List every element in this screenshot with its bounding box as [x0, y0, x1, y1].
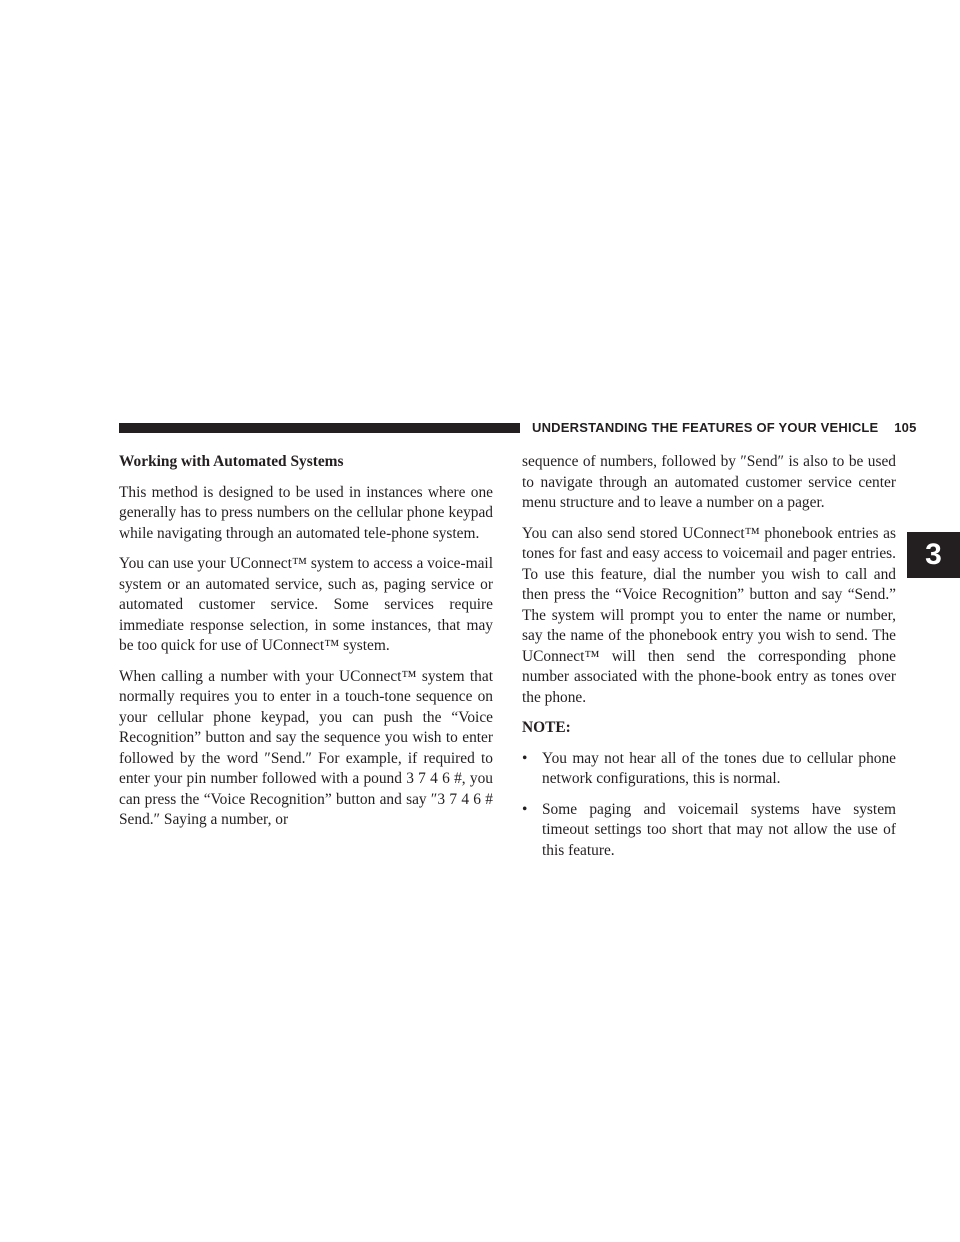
chapter-tab: 3: [907, 532, 960, 578]
right-column: [522, 452, 896, 871]
header-rule-bar: [119, 423, 520, 433]
paragraph: You can also send stored UConnect™ phonebook entries as tones for fast and easy access to voicemail and pager entries. To use this feature, dial the number you wish to call and then press the “Voice Recognition” button and say “Send.” The system will prompt you to enter the name or number, say the name of the phonebook entry you wish to send. The UConnect™ will then send the corresponding phone number associated with the phone-book entry as tones over the phone.: [522, 524, 896, 706]
list-item: [522, 800, 896, 862]
note-bullet-list: [522, 749, 896, 862]
bullet-icon: •: [522, 749, 528, 767]
left-column: [119, 452, 493, 841]
page-number: 105: [894, 420, 917, 435]
running-header-title: UNDERSTANDING THE FEATURES OF YOUR VEHICLE: [532, 420, 879, 435]
note-label: NOTE:: [522, 719, 571, 736]
list-item: [522, 749, 896, 790]
section-heading: Working with Automated Systems: [119, 453, 344, 470]
paragraph: sequence of numbers, followed by ″Send″ is also to be used to navigate through an automated customer service center menu structure and to leave a number on a pager.: [522, 453, 896, 511]
list-item-text: You may not hear all of the tones due to cellular phone network configurations, this is normal.: [542, 749, 896, 787]
paragraph: This method is designed to be used in instances where one generally has to press numbers on the cellular phone keypad while navigating through an automated tele-phone system.: [119, 483, 493, 542]
list-item-text: Some paging and voicemail systems have system timeout settings too short that may not allow the use of this feature.: [542, 800, 896, 859]
bullet-icon: •: [522, 800, 528, 818]
running-header: [532, 420, 917, 435]
paragraph: You can use your UConnect™ system to access a voice-mail system or an automated service, such as, paging service or automated customer service. Some services require immediate response selection, in some instances, that may be too quick for use of UConnect™ system.: [119, 555, 493, 654]
paragraph: When calling a number with your UConnect™ system that normally requires you to enter in a touch-tone sequence on your cellular phone keypad, you can push the “Voice Recognition” button and say the sequence you wish to enter followed by the word ″Send.″ For example, if required to enter your pin number followed with a pound 3 7 4 6 #, you can press the “Voice Recognition” button and say ″3 7 4 6 # Send.″ Saying a number, or: [119, 667, 493, 828]
